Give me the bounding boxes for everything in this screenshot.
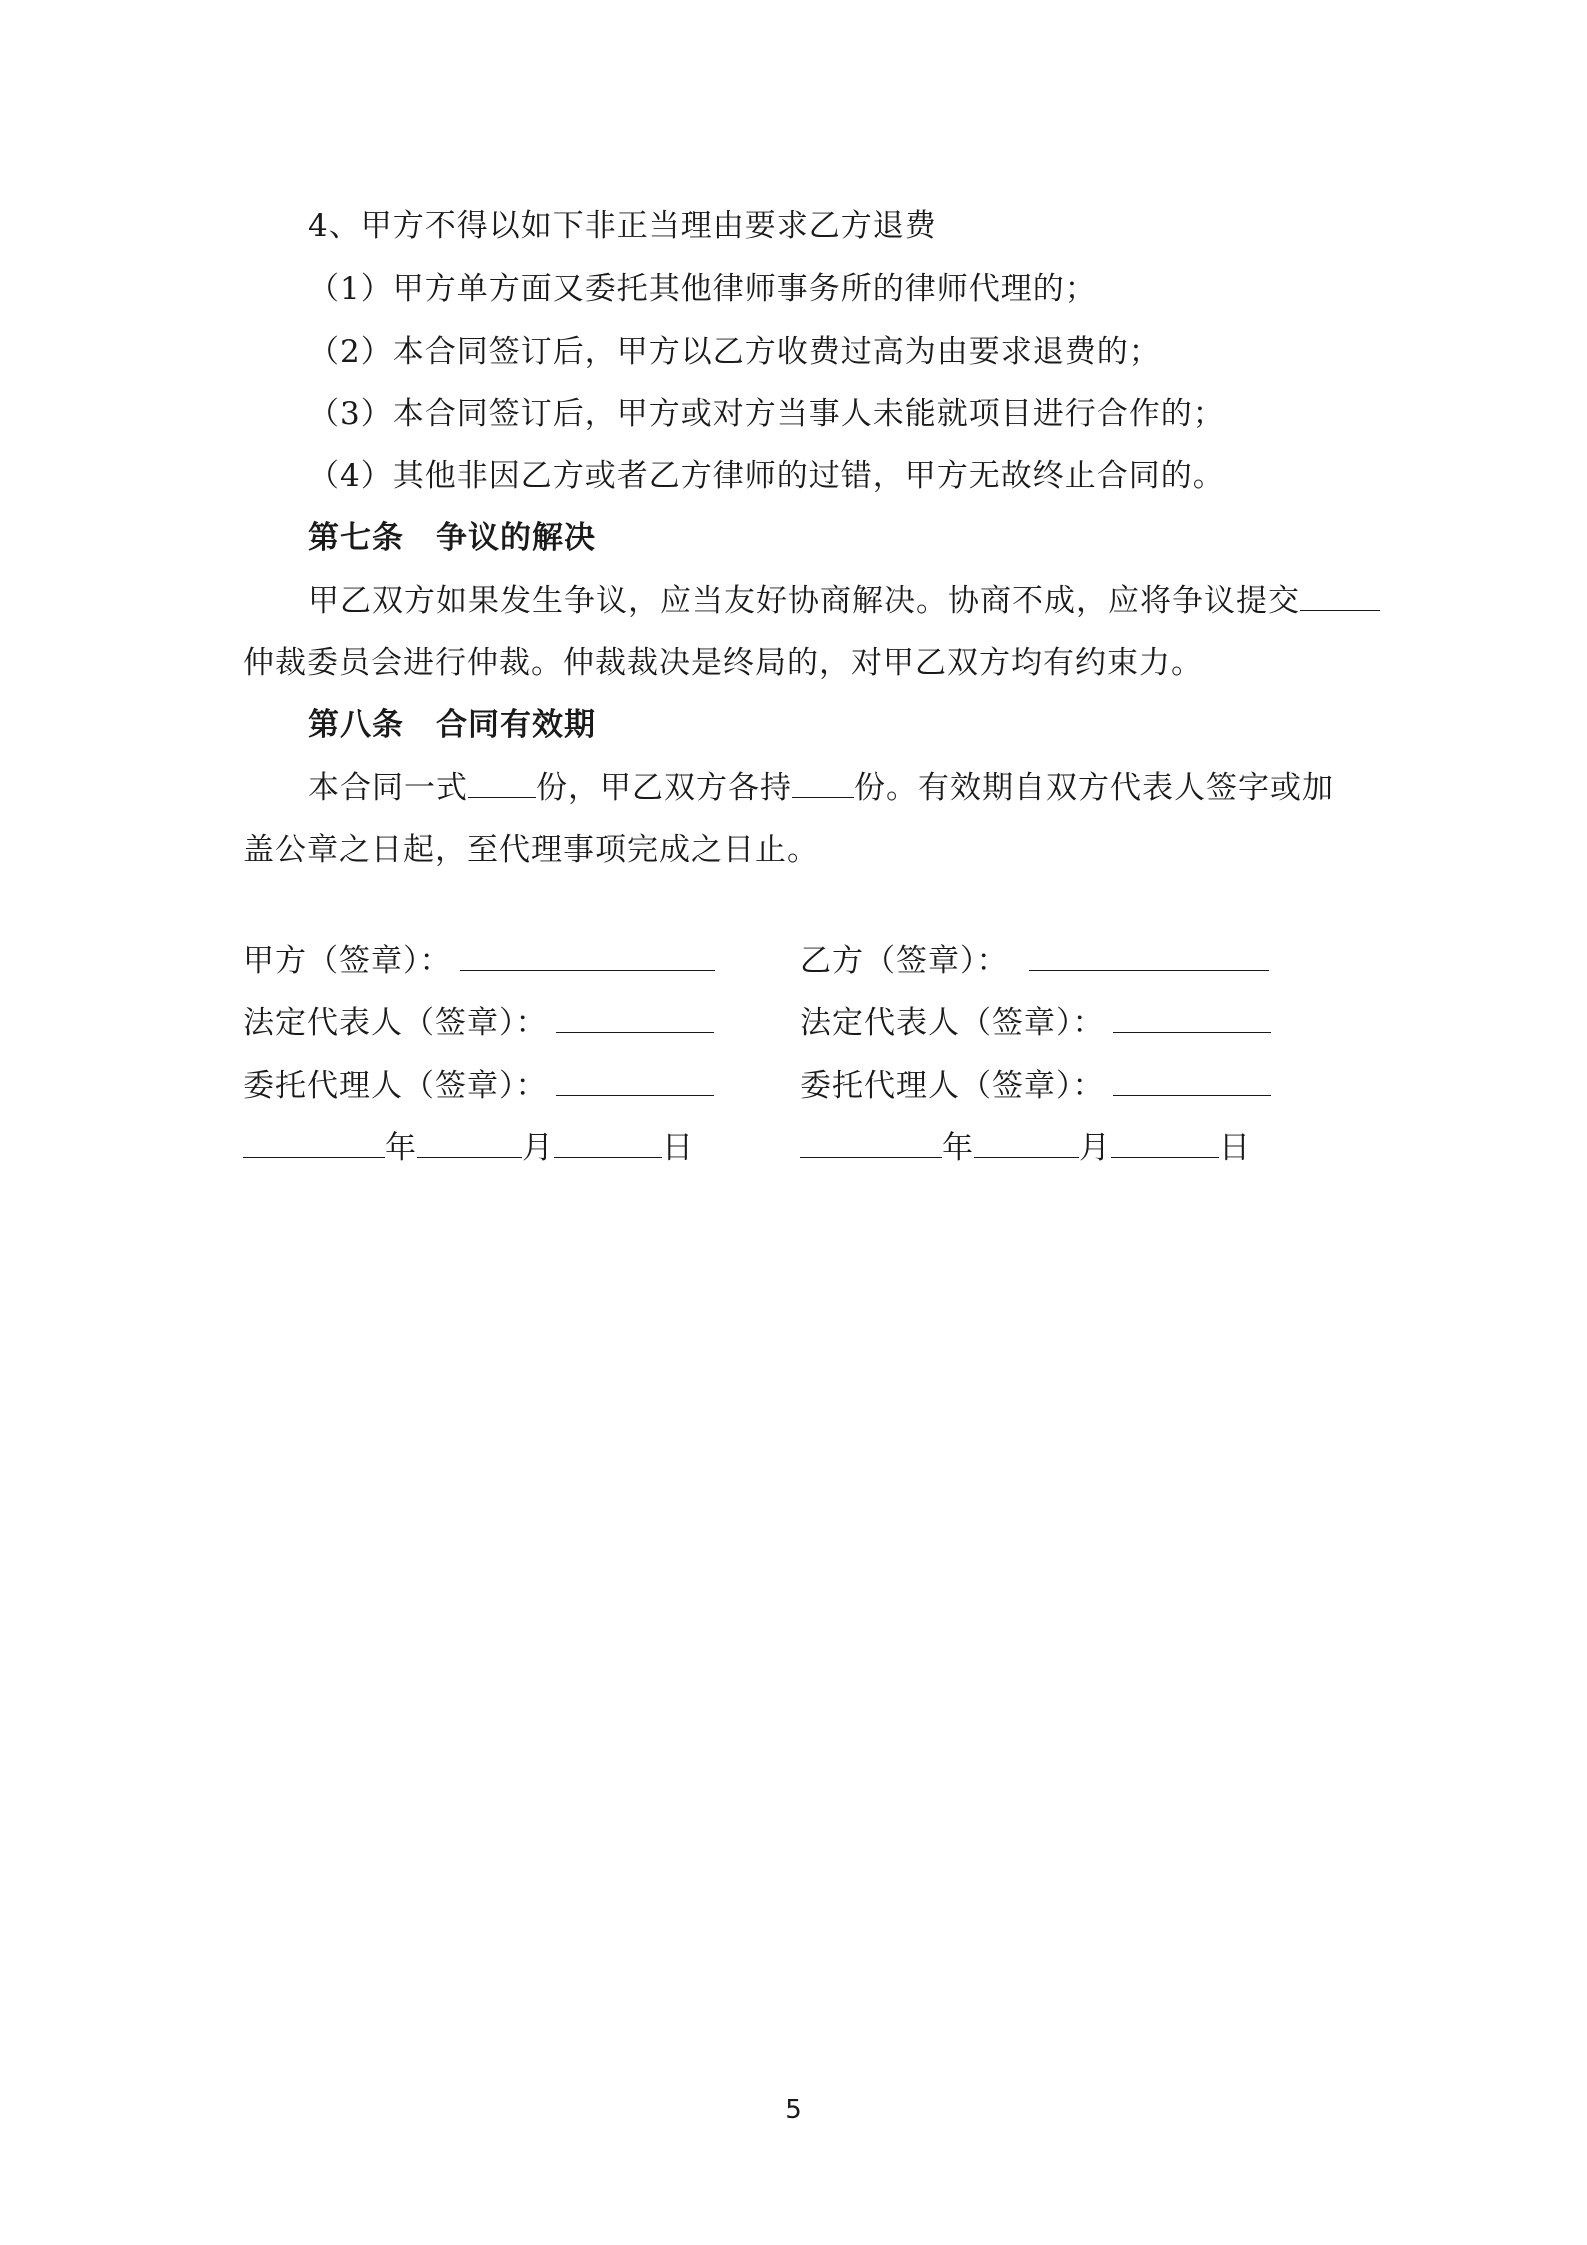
article-7-heading: 第七条 争议的解决 — [308, 520, 596, 556]
page-number: 5 — [785, 2095, 802, 2125]
party-b-rep-label: 法定代表人（签章）： — [800, 1005, 1105, 1041]
party-b-month-label: 月 — [1079, 1130, 1111, 1166]
article-8-paragraph-line-2: 盖公章之日起，至代理事项完成之日止。 — [243, 832, 819, 868]
article-7-paragraph-line-1 — [308, 580, 1380, 621]
party-b-agent-label: 委托代理人（签章）： — [800, 1068, 1105, 1104]
refund-item-1: （1）甲方单方面又委托其他律师事务所的律师代理的； — [308, 271, 1097, 307]
party-b-agent-field[interactable] — [1113, 1065, 1271, 1096]
party-a-agent-label: 委托代理人（签章）： — [243, 1068, 548, 1104]
party-a-sign-field[interactable] — [460, 940, 715, 971]
party-b-sign-field[interactable] — [1029, 940, 1269, 971]
refund-clause-title: 4、甲方不得以如下非正当理由要求乙方退费 — [308, 208, 937, 244]
article-8-text-b: 份，甲乙双方各持 — [536, 770, 792, 806]
party-a-agent-row — [243, 1065, 714, 1106]
article-7-paragraph-line-2: 仲裁委员会进行仲裁。仲裁裁决是终局的，对甲乙双方均有约束力。 — [243, 645, 1203, 681]
party-a-signature-row — [243, 940, 715, 981]
party-a-rep-row — [243, 1002, 714, 1043]
party-b-rep-field[interactable] — [1113, 1002, 1271, 1033]
party-b-day-label: 日 — [1219, 1130, 1251, 1166]
copies-total-blank[interactable] — [468, 767, 536, 798]
refund-item-4: （4）其他非因乙方或者乙方律师的过错，甲方无故终止合同的。 — [308, 458, 1225, 494]
arbitration-commission-blank[interactable] — [1300, 580, 1380, 611]
party-b-date-row — [800, 1127, 1251, 1168]
party-a-rep-label: 法定代表人（签章）： — [243, 1005, 548, 1041]
party-b-year-label: 年 — [942, 1130, 974, 1166]
party-b-rep-row — [800, 1002, 1271, 1043]
party-b-signature-row — [800, 940, 1269, 981]
party-a-year-field[interactable] — [243, 1127, 385, 1158]
party-a-rep-field[interactable] — [556, 1002, 714, 1033]
party-a-day-label: 日 — [662, 1130, 694, 1166]
article-8-heading: 第八条 合同有效期 — [308, 707, 596, 743]
party-a-sign-label: 甲方（签章）： — [243, 943, 452, 979]
party-a-agent-field[interactable] — [556, 1065, 714, 1096]
party-b-sign-label: 乙方（签章）： — [800, 943, 1009, 979]
article-8-paragraph-line-1 — [308, 767, 1334, 808]
party-b-year-field[interactable] — [800, 1127, 942, 1158]
party-a-year-label: 年 — [385, 1130, 417, 1166]
article-8-text-a: 本合同一式 — [308, 770, 468, 806]
article-7-text-1: 甲乙双方如果发生争议，应当友好协商解决。协商不成，应将争议提交 — [308, 583, 1300, 619]
party-b-agent-row — [800, 1065, 1271, 1106]
party-a-month-field[interactable] — [417, 1127, 522, 1158]
party-a-day-field[interactable] — [554, 1127, 662, 1158]
copies-each-blank[interactable] — [792, 767, 854, 798]
party-b-day-field[interactable] — [1111, 1127, 1219, 1158]
party-a-date-row — [243, 1127, 694, 1168]
refund-item-3: （3）本合同签订后，甲方或对方当事人未能就项目进行合作的； — [308, 396, 1225, 432]
refund-item-2: （2）本合同签订后，甲方以乙方收费过高为由要求退费的； — [308, 334, 1161, 370]
article-8-text-c: 份。有效期自双方代表人签字或加 — [854, 770, 1334, 806]
party-a-month-label: 月 — [522, 1130, 554, 1166]
party-b-month-field[interactable] — [974, 1127, 1079, 1158]
